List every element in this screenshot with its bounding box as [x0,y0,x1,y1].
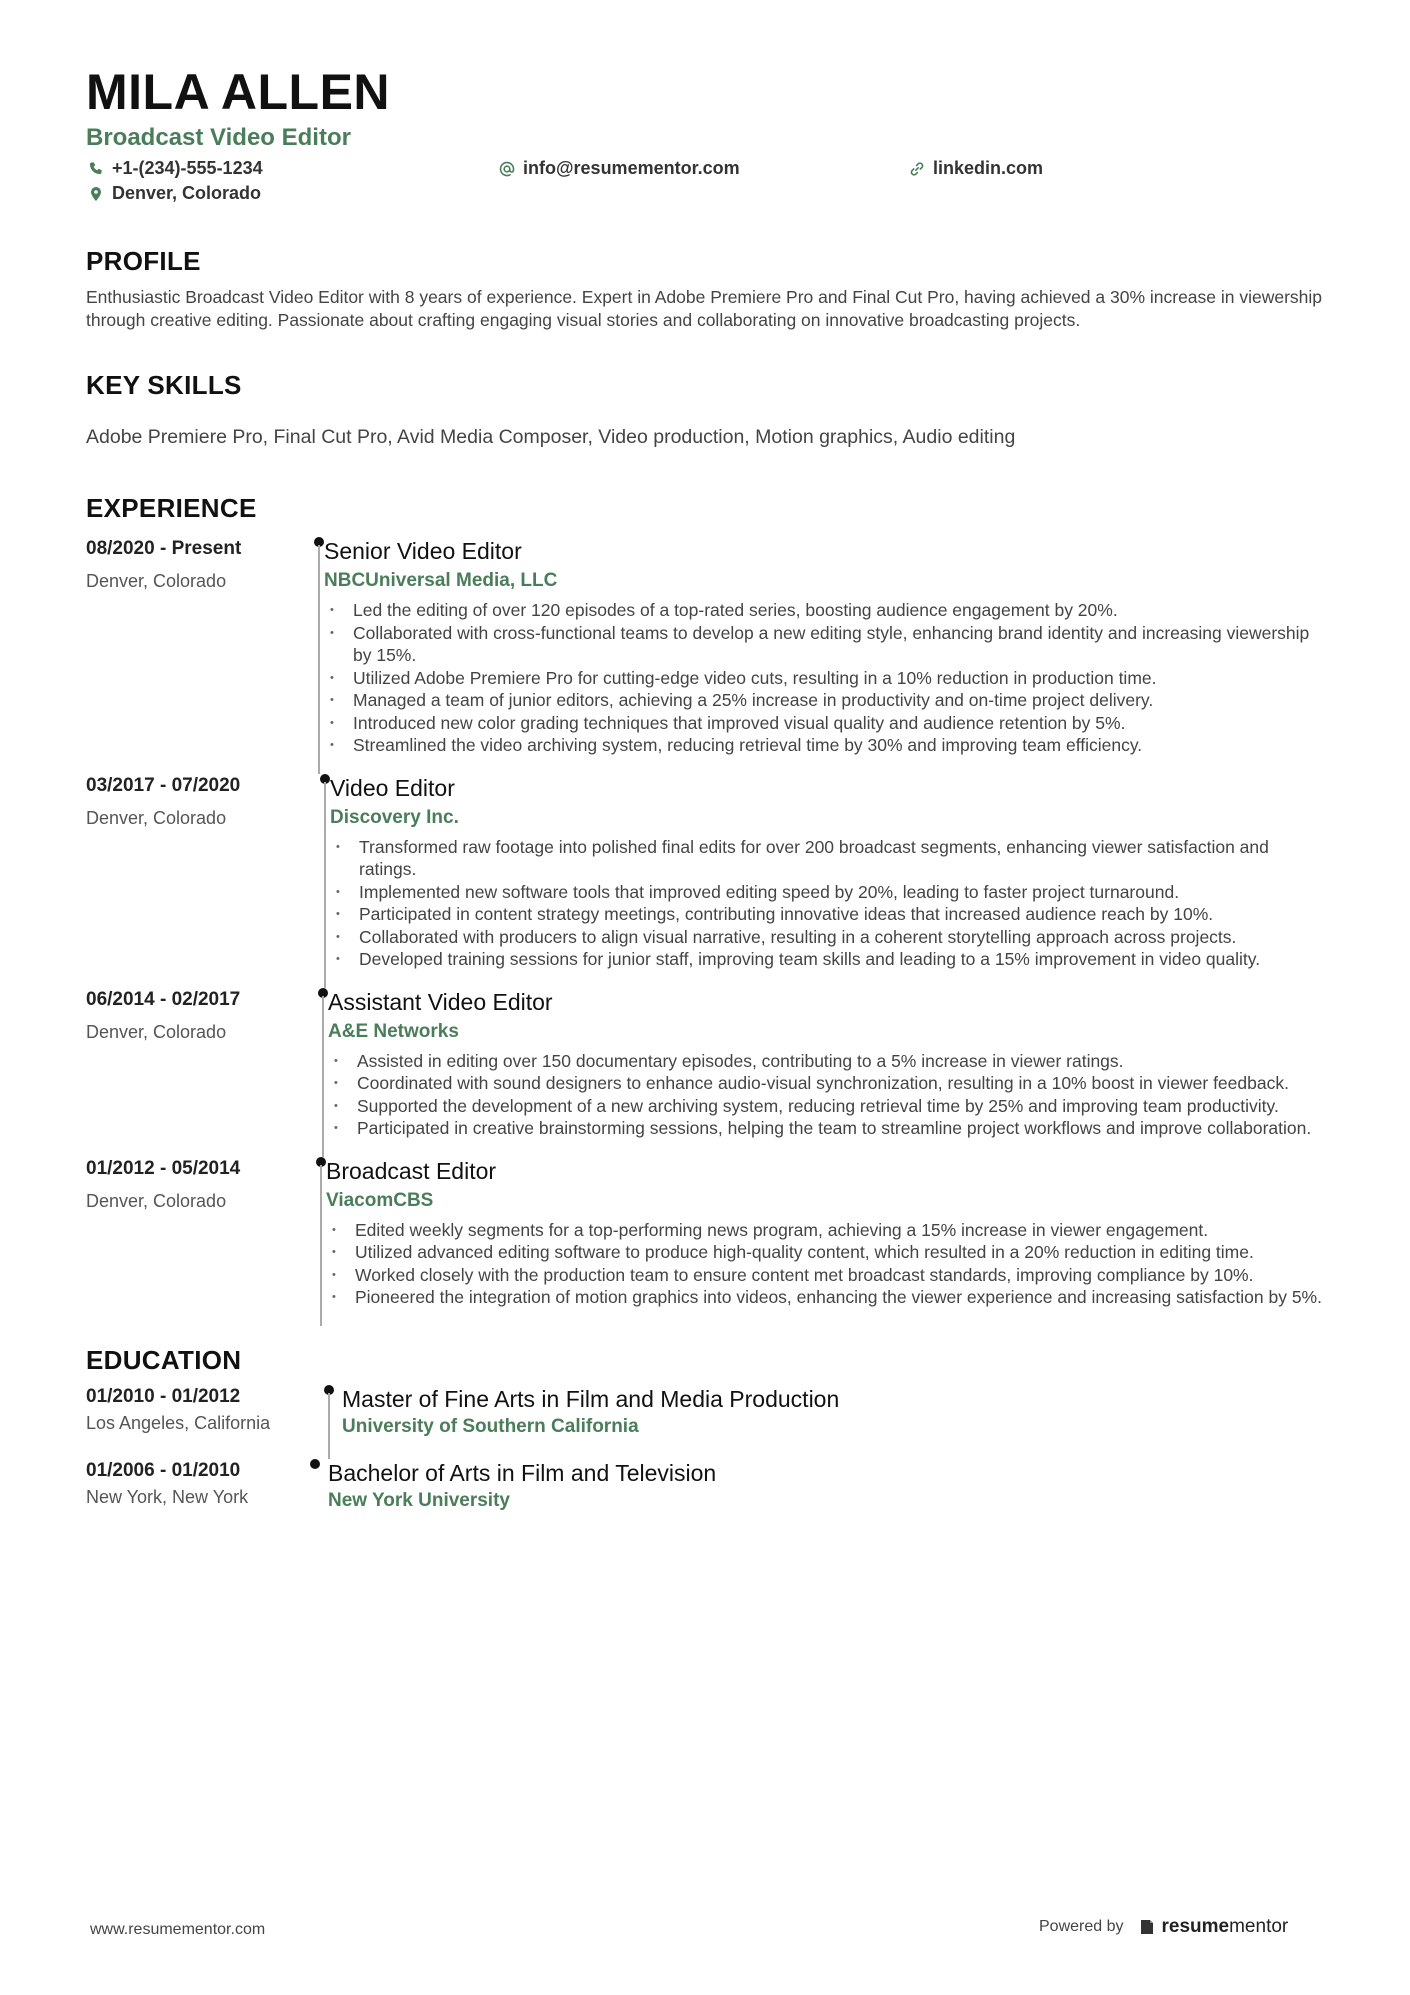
bullet-item: • Utilized Adobe Premiere Pro for cutting-edge video cuts, resulting in a 10% reduction in production time. [324,667,1324,690]
contact-email[interactable] [499,158,740,179]
experience-company: Discovery Inc. [330,806,459,828]
experience-bullets [326,1219,1324,1309]
experience-details [328,988,1324,1140]
bullet-item: • Pioneered the integration of motion graphics into videos, enhancing the viewer experience and increasing satisfaction by 5%. [326,1286,1324,1309]
education-dates: 01/2006 - 01/2010 [86,1459,241,1481]
bullet-item: • Transformed raw footage into polished final edits for over 200 broadcast segments, enhancing viewer satisfaction and ratings. [330,836,1324,881]
bullet-item: • Developed training sessions for junior staff, improving team skills and leading to a 15% improvement in video quality. [330,948,1324,971]
bullet-item: • Participated in creative brainstorming sessions, helping the team to streamline project workflows and improve collaboration. [328,1117,1324,1140]
experience-location: Denver, Colorado [86,807,227,828]
experience-role: Senior Video Editor [324,538,522,564]
location-text: Denver, Colorado [112,183,262,203]
bullet-item: • Coordinated with sound designers to enhance audio-visual synchronization, resulting in a 10% boost in viewer feedback. [328,1072,1324,1095]
location-pin-icon [88,186,104,202]
timeline-line [318,545,320,774]
bullet-item: • Utilized advanced editing software to produce high-quality content, which resulted in a 20% reduction in editing time. [326,1241,1324,1264]
education-list [86,1385,1324,1513]
education-meta [86,1385,286,1439]
bullet-item: • Participated in content strategy meetings, contributing innovative ideas that increased audience reach by 10%. [330,903,1324,926]
experience-dates: 06/2014 - 02/2017 [86,988,241,1010]
education-details [328,1459,1324,1513]
bullet-item: • Implemented new software tools that improved editing speed by 20%, leading to faster project turnaround. [330,881,1324,904]
bullet-item: • Streamlined the video archiving system, reducing retrieval time by 30% and improving team efficiency. [324,734,1324,757]
education-entry [86,1459,1324,1513]
contact-location [88,183,261,204]
brand-bold-text: resume [1161,1916,1230,1937]
timeline-line [328,1393,330,1459]
experience-role: Assistant Video Editor [328,988,553,1015]
bullet-item: • Worked closely with the production team to ensure content met broadcast standards, improving compliance by 10%. [326,1264,1324,1287]
experience-company: A&E Networks [328,1020,459,1042]
timeline-rail [286,1385,342,1439]
contact-linkedin[interactable] [909,158,1043,179]
experience-meta [86,537,286,757]
bullet-item: • Assisted in editing over 150 documentary episodes, contributing to a 5% increase in viewer ratings. [328,1050,1324,1073]
profile-heading: PROFILE [86,246,201,276]
skills-heading: KEY SKILLS [86,370,242,400]
bullet-item: • Led the editing of over 120 episodes of a top-rated series, boosting audience engagement by 20%. [324,599,1324,622]
timeline-line [322,996,324,1157]
bullet-item: • Managed a team of junior editors, achieving a 25% increase in productivity and on-time project delivery. [324,689,1324,712]
footer-brand [1039,1916,1288,1938]
timeline-rail [286,988,328,1140]
experience-dates: 08/2020 - Present [86,538,242,559]
resumementor-logo-icon [1138,1918,1156,1936]
experience-entry [86,1157,1324,1309]
bullet-item: • Introduced new color grading techniques that improved visual quality and audience retention by 5%. [324,712,1324,735]
timeline-rail [286,774,330,971]
linkedin-text: linkedin.com [933,158,1044,178]
experience-bullets [330,836,1324,971]
experience-entry [86,988,1324,1140]
education-location: Los Angeles, California [86,1412,271,1433]
timeline-rail [286,537,324,757]
skills-section [86,370,1324,449]
footer-website[interactable]: www.resumementor.com [90,1921,266,1938]
education-dates: 01/2010 - 01/2012 [86,1385,241,1407]
education-degree: Master of Fine Arts in Film and Media Production [342,1385,840,1412]
job-title: Broadcast Video Editor [86,124,351,151]
contact-info [86,158,1324,212]
email-text: info@resumementor.com [523,158,740,178]
phone-text: +1-(234)-555-1234 [112,158,263,178]
timeline-dot [310,1459,320,1469]
education-details [342,1385,1324,1439]
experience-location: Denver, Colorado [86,1190,227,1211]
skills-text: Adobe Premiere Pro, Final Cut Pro, Avid Media Composer, Video production, Motion graphics, Audio editing [86,426,1016,448]
education-entry [86,1385,1324,1439]
resume-page [86,64,1324,1513]
experience-meta [86,1157,286,1309]
experience-company: NBCUniversal Media, LLC [324,570,558,591]
experience-dates: 03/2017 - 07/2020 [86,774,241,796]
experience-section [86,493,1324,1309]
education-meta [86,1459,286,1513]
experience-role: Video Editor [330,774,455,801]
bullet-item: • Collaborated with producers to align visual narrative, resulting in a coherent storytelling approach across projects. [330,926,1324,949]
experience-meta [86,774,286,971]
timeline-line [324,782,326,988]
education-section [86,1345,1324,1513]
experience-details [330,774,1324,971]
experience-location: Denver, Colorado [86,1021,227,1042]
experience-details [326,1157,1324,1309]
experience-bullets [324,599,1324,757]
education-school: New York University [328,1489,510,1511]
brand-logo[interactable] [1138,1916,1289,1938]
experience-entry [86,537,1324,757]
bullet-item: • Collaborated with cross-functional teams to develop a new editing style, enhancing brand identity and increasing viewership by 15%. [324,622,1324,667]
experience-details [324,537,1324,757]
education-school: University of Southern California [342,1415,639,1437]
profile-section [86,246,1324,332]
experience-heading: EXPERIENCE [86,493,257,523]
experience-role: Broadcast Editor [326,1157,497,1184]
experience-location: Denver, Colorado [86,571,227,591]
experience-meta [86,988,286,1140]
timeline-rail [286,1157,326,1309]
education-heading: EDUCATION [86,1344,242,1375]
contact-phone[interactable] [88,158,263,179]
timeline-rail [286,1459,328,1513]
profile-text: Enthusiastic Broadcast Video Editor with 8 years of experience. Expert in Adobe Premiere Pro and Final Cut Pro, having achieved a 30% increase in viewership through creative editing. Passionate about crafting engaging visual stories and collaborating on innovative broadcasting projects. [86,287,1323,330]
experience-entry [86,774,1324,971]
bullet-item: • Edited weekly segments for a top-performing news program, achieving a 15% increase in viewer engagement. [326,1219,1324,1242]
link-icon [909,161,925,177]
experience-company: ViacomCBS [326,1189,434,1211]
timeline-line [320,1165,322,1326]
brand-rest-text: mentor [1229,1916,1289,1937]
at-icon [499,161,515,177]
experience-dates: 01/2012 - 05/2014 [86,1157,241,1179]
education-location: New York, New York [86,1486,249,1507]
experience-bullets [328,1050,1324,1140]
powered-by-label: Powered by [1039,1918,1124,1935]
education-degree: Bachelor of Arts in Film and Television [328,1459,717,1486]
phone-icon [88,161,104,177]
candidate-name: MILA ALLEN [86,64,391,120]
experience-list [86,537,1324,1309]
bullet-item: • Supported the development of a new archiving system, reducing retrieval time by 25% and improving team productivity. [328,1095,1324,1118]
